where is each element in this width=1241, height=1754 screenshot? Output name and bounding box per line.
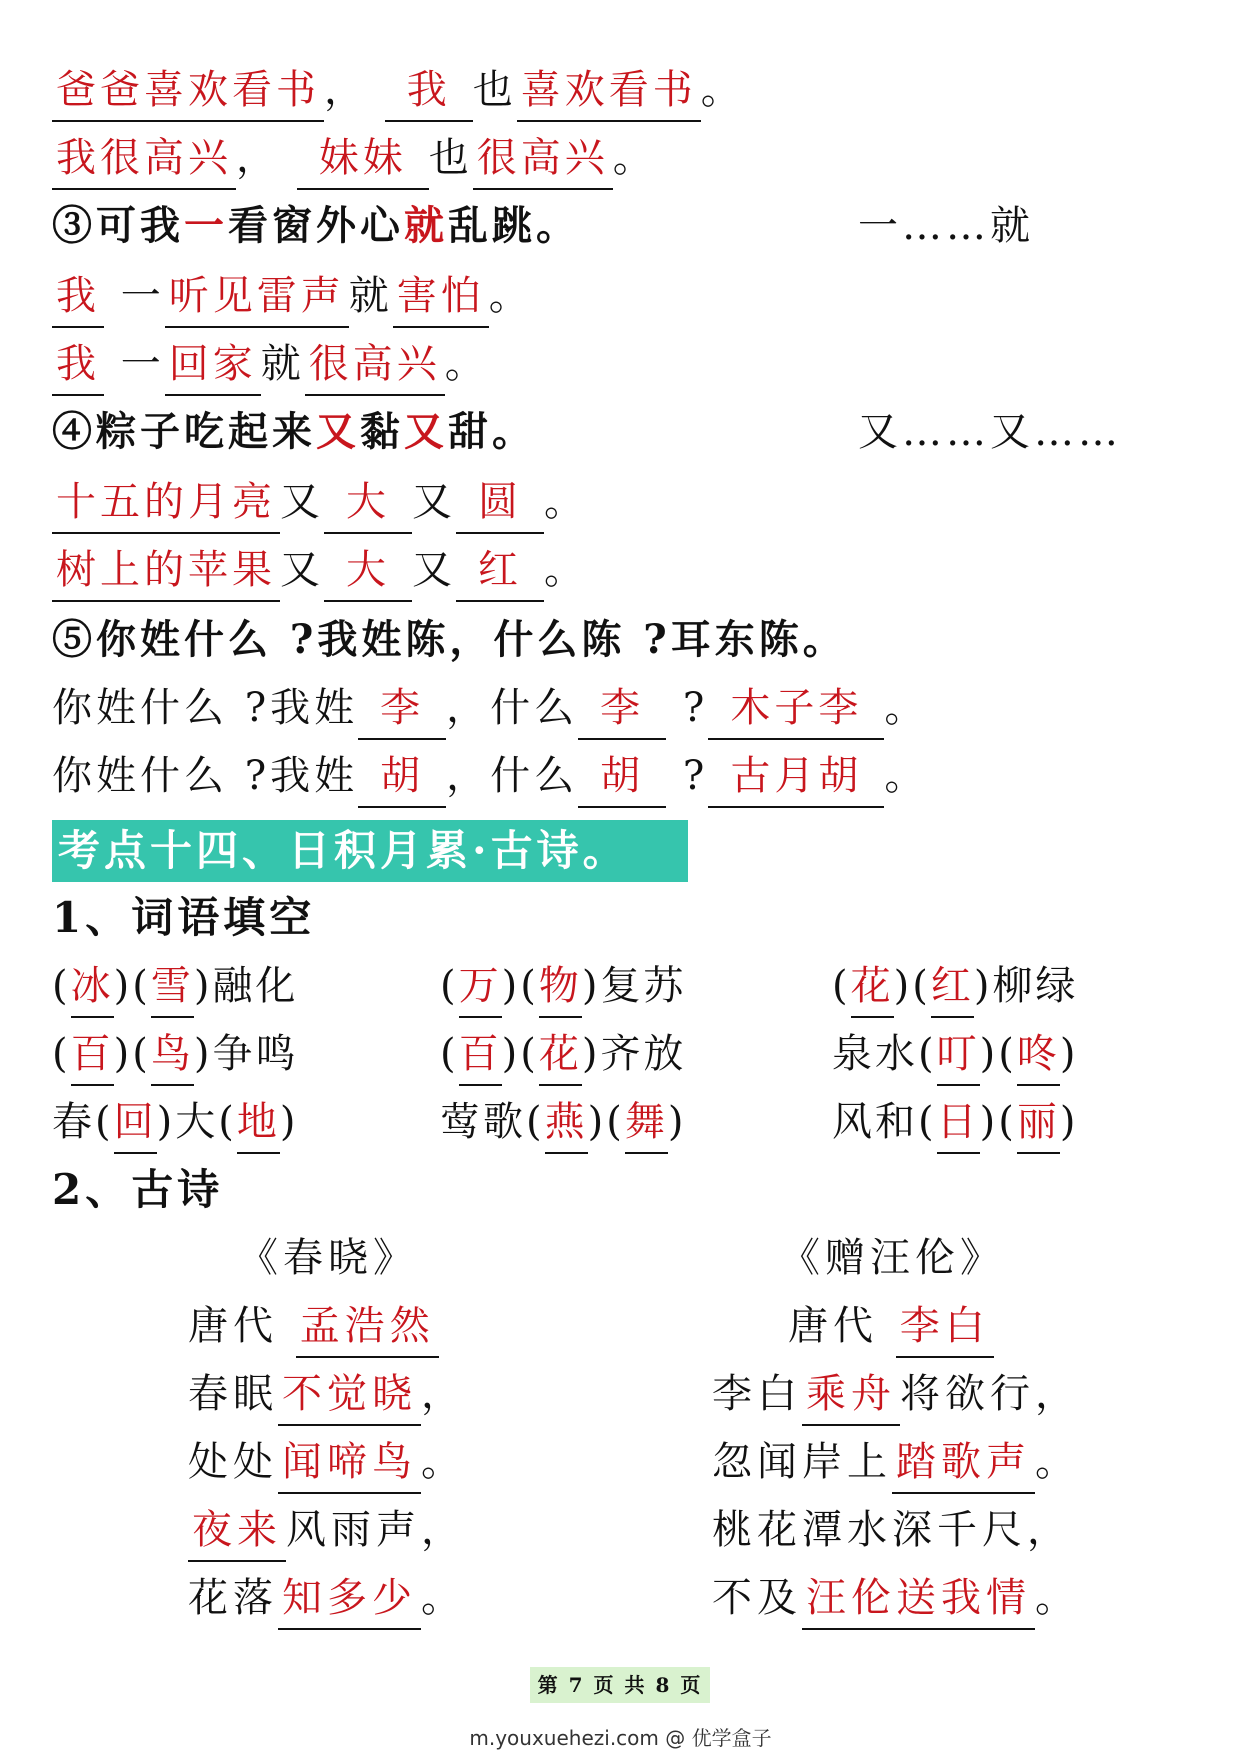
- punctuation: ?: [682, 753, 709, 799]
- answer-blank: 冰: [71, 956, 114, 1018]
- sentence-row: [52, 472, 588, 532]
- answer-blank: 大: [324, 472, 412, 534]
- poem-text: 处处: [188, 1439, 278, 1485]
- word-cell: 春(回)大(地): [52, 1092, 298, 1152]
- answer-blank: 大: [324, 540, 412, 602]
- highlight-word: 就: [404, 202, 448, 249]
- answer-blank: 树上的苹果: [52, 540, 280, 602]
- poem-title: 《赠汪伦》: [780, 1235, 1005, 1281]
- answer-blank: 夜来: [188, 1500, 286, 1562]
- sentence-text: ，什么: [446, 753, 579, 799]
- answer-blank: 孟浩然: [296, 1296, 439, 1358]
- connector-word: 就: [348, 273, 393, 319]
- answer-blank: 叮: [937, 1024, 980, 1086]
- word-cell: 风和(日)(丽): [832, 1092, 1078, 1152]
- punctuation: 。: [1035, 1439, 1080, 1485]
- answer-blank: 不觉晓: [278, 1364, 421, 1426]
- poem-text: 花落: [188, 1575, 278, 1621]
- word-text: 争鸣: [212, 1031, 299, 1077]
- poem-text: 不及: [712, 1575, 802, 1621]
- answer-blank: 胡: [358, 746, 446, 808]
- answer-blank: 咚: [1017, 1024, 1060, 1086]
- answer-blank: 百: [71, 1024, 114, 1086]
- word-cell: 莺歌(燕)(舞): [440, 1092, 686, 1152]
- sentence-row: [52, 678, 928, 738]
- word-cell: (百)(鸟)争鸣: [52, 1024, 298, 1084]
- answer-blank: 百: [459, 1024, 502, 1086]
- answer-blank: 花: [539, 1024, 582, 1086]
- answer-blank: 回家: [165, 334, 261, 396]
- answer-blank: 红: [456, 540, 544, 602]
- punctuation: 。: [884, 753, 929, 799]
- poem-line: [712, 1568, 1080, 1628]
- answer-blank: 舞: [625, 1092, 668, 1154]
- poem-text: 将欲行，: [900, 1371, 1080, 1417]
- punctuation: ，: [324, 67, 368, 113]
- highlight-word: 一: [184, 202, 228, 249]
- answer-blank: 燕: [545, 1092, 588, 1154]
- subsection-title: 2、古诗: [52, 1165, 224, 1214]
- answer-blank: 物: [539, 956, 582, 1018]
- sentence-text: ，什么: [446, 685, 579, 731]
- punctuation: ?: [682, 685, 709, 731]
- connector-word: 就: [260, 341, 305, 387]
- answer-blank: 我: [52, 334, 104, 396]
- word-text: 齐放: [600, 1031, 687, 1077]
- word-cell: (冰)(雪)融化: [52, 956, 298, 1016]
- punctuation: ，: [236, 135, 280, 181]
- question-text: 可我: [96, 202, 184, 249]
- answer-blank: 日: [937, 1092, 980, 1154]
- question-number: ⑤: [52, 616, 96, 663]
- answer-blank: 李白: [896, 1296, 994, 1358]
- punctuation: 。: [544, 547, 588, 593]
- question-text: 黏: [360, 408, 404, 455]
- word-text: 莺歌: [440, 1099, 526, 1145]
- answer-blank: 万: [459, 956, 502, 1018]
- poem-line: [188, 1568, 466, 1628]
- connector-word: 一: [120, 341, 165, 387]
- answer-blank: 十五的月亮: [52, 472, 280, 534]
- poem-text: 忽闻岸上: [712, 1439, 892, 1485]
- answer-blank: 妹妹: [297, 128, 429, 190]
- question-number: ④: [52, 408, 96, 455]
- answer-blank: 爸爸喜欢看书: [52, 60, 324, 122]
- subsection-title: 1、词语填空: [52, 893, 316, 942]
- sentence-text: 你姓什么 ?我姓: [52, 753, 359, 799]
- poem-author-line: [188, 1296, 439, 1356]
- answer-blank: 回: [114, 1092, 157, 1154]
- highlight-word: 又: [316, 408, 360, 455]
- word-text: 大: [175, 1099, 219, 1145]
- pattern-hint: 又……又……: [858, 409, 1122, 455]
- connector-word: 又: [412, 479, 456, 525]
- word-text: 风和: [832, 1099, 918, 1145]
- connector-word: 又: [412, 547, 456, 593]
- section-header: 考点十四、日积月累·古诗。: [52, 820, 688, 882]
- answer-blank: 很高兴: [473, 128, 613, 190]
- punctuation: 。: [421, 1439, 466, 1485]
- poem-author-line: [788, 1296, 994, 1356]
- answer-blank: 李: [358, 678, 446, 740]
- sentence-row: [52, 334, 489, 394]
- punctuation: 。: [488, 273, 533, 319]
- word-text: 融化: [212, 963, 299, 1009]
- answer-blank: 害怕: [393, 266, 489, 328]
- pattern-hint: 一……就: [858, 203, 1034, 249]
- poem-line: [712, 1432, 1080, 1492]
- sentence-row: [52, 746, 928, 806]
- punctuation: 。: [1035, 1575, 1080, 1621]
- punctuation: 。: [544, 479, 588, 525]
- highlight-word: 又: [404, 408, 448, 455]
- answer-blank: 闻啼鸟: [278, 1432, 421, 1494]
- answer-blank: 木子李: [708, 678, 884, 740]
- word-text: 复苏: [600, 963, 687, 1009]
- punctuation: 。: [612, 135, 657, 181]
- question-4: [52, 402, 536, 462]
- poem-title: 《春晓》: [238, 1235, 418, 1281]
- answer-blank: 我很高兴: [52, 128, 236, 190]
- word-cell: (百)(花)齐放: [440, 1024, 686, 1084]
- answer-blank: 雪: [151, 956, 194, 1018]
- poem-line: [188, 1432, 466, 1492]
- poem-line: 桃花潭水深千尺，: [712, 1507, 1072, 1553]
- connector-word: 也: [428, 135, 473, 181]
- punctuation: 。: [421, 1575, 466, 1621]
- answer-blank: 古月胡: [708, 746, 884, 808]
- answer-blank: 听见雷声: [165, 266, 349, 328]
- answer-blank: 圆: [456, 472, 544, 534]
- answer-blank: 我: [385, 60, 473, 122]
- poem-text: 风雨声，: [286, 1507, 466, 1553]
- word-cell: (花)(红)柳绿: [832, 956, 1078, 1016]
- poem-line: [188, 1364, 466, 1424]
- word-cell: (万)(物)复苏: [440, 956, 686, 1016]
- answer-blank: 地: [237, 1092, 280, 1154]
- question-text: 你姓什么 ?我姓陈，什么陈 ?耳东陈。: [96, 616, 847, 663]
- site-watermark: m.youxuehezi.com @ 优学盒子: [469, 1726, 772, 1750]
- answer-blank: 知多少: [278, 1568, 421, 1630]
- answer-blank: 踏歌声: [892, 1432, 1035, 1494]
- punctuation: ，: [421, 1371, 466, 1417]
- question-text: 甜。: [448, 408, 536, 455]
- question-text: 看窗外心: [228, 202, 404, 249]
- connector-word: 也: [472, 67, 517, 113]
- answer-blank: 丽: [1017, 1092, 1060, 1154]
- answer-blank: 喜欢看书: [517, 60, 701, 122]
- punctuation: 。: [444, 341, 489, 387]
- answer-blank: 乘舟: [802, 1364, 900, 1426]
- punctuation: 。: [700, 67, 745, 113]
- poem-line: [188, 1500, 466, 1560]
- sentence-row: [52, 266, 533, 326]
- answer-blank: 花: [851, 956, 894, 1018]
- answer-blank: 胡: [578, 746, 666, 808]
- sentence-row: [52, 60, 745, 120]
- word-text: 泉水: [832, 1031, 918, 1077]
- question-3: [52, 196, 580, 256]
- sentence-row: [52, 540, 588, 600]
- answer-blank: 李: [578, 678, 666, 740]
- sentence-row: [52, 128, 657, 188]
- page-number: 第 7 页 共 8 页: [530, 1667, 710, 1703]
- question-5: [52, 610, 847, 670]
- word-text: 柳绿: [992, 963, 1079, 1009]
- question-text: 粽子吃起来: [96, 408, 316, 455]
- question-number: ③: [52, 202, 96, 249]
- sentence-text: 你姓什么 ?我姓: [52, 685, 359, 731]
- punctuation: 。: [884, 685, 929, 731]
- answer-blank: 我: [52, 266, 104, 328]
- connector-word: 又: [280, 479, 324, 525]
- dynasty: 唐代: [188, 1303, 278, 1349]
- answer-blank: 鸟: [151, 1024, 194, 1086]
- connector-word: 一: [120, 273, 165, 319]
- answer-blank: 汪伦送我情: [802, 1568, 1035, 1630]
- poem-text: 春眠: [188, 1371, 278, 1417]
- poem-text: 李白: [712, 1371, 802, 1417]
- poem-line: [712, 1364, 1080, 1424]
- question-text: 乱跳。: [448, 202, 580, 249]
- answer-blank: 红: [931, 956, 974, 1018]
- word-cell: 泉水(叮)(咚): [832, 1024, 1078, 1084]
- connector-word: 又: [280, 547, 324, 593]
- dynasty: 唐代: [788, 1303, 878, 1349]
- answer-blank: 很高兴: [305, 334, 445, 396]
- word-text: 春: [52, 1099, 95, 1145]
